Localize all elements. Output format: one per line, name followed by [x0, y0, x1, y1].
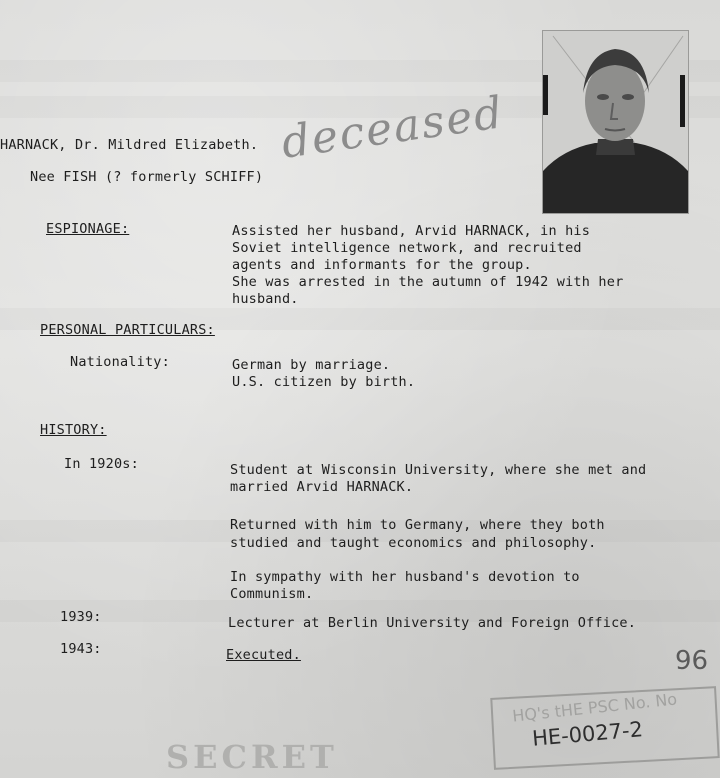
history-line: studied and taught economics and philosophy. [230, 535, 597, 551]
history-date: 1939: [60, 609, 102, 625]
portrait-photo-icon [542, 30, 689, 214]
history-heading: HISTORY: [40, 422, 107, 438]
espionage-line: Assisted her husband, Arvid HARNACK, in his [232, 223, 591, 239]
classification-stamp: SECRET [166, 738, 338, 776]
espionage-heading: ESPIONAGE: [46, 221, 130, 237]
personal-particulars-heading: PERSONAL PARTICULARS: [40, 322, 215, 338]
nationality-label: Nationality: [70, 354, 170, 370]
history-line: married Arvid HARNACK. [230, 479, 414, 495]
history-line: Returned with him to Germany, where they both [230, 517, 605, 533]
espionage-line: She was arrested in the autumn of 1942 with her [232, 274, 624, 290]
nationality-value: U.S. citizen by birth. [232, 374, 416, 390]
subject-name: HARNACK, Dr. Mildred Elizabeth. [0, 137, 259, 153]
espionage-line: agents and informants for the group. [232, 257, 532, 273]
espionage-line: Soviet intelligence network, and recruited [232, 240, 582, 256]
espionage-line: husband. [232, 291, 299, 307]
margin-number: 96 [675, 646, 709, 676]
history-line: In sympathy with her husband's devotion to [230, 569, 580, 585]
history-line: Communism. [230, 586, 314, 602]
stamp-file-number: HE-0027-2 [531, 717, 644, 751]
history-date: In 1920s: [64, 456, 139, 472]
history-date: 1943: [60, 641, 102, 657]
history-line: Executed. [226, 647, 301, 663]
history-line: Lecturer at Berlin University and Foreign Office. [228, 615, 637, 631]
handwritten-deceased: deceased [278, 87, 508, 169]
stamp-line: HQ's tHE PSC No. No [511, 689, 678, 726]
history-line: Student at Wisconsin University, where she met and [230, 462, 647, 478]
maiden-name: Nee FISH (? formerly SCHIFF) [30, 169, 264, 185]
nationality-value: German by marriage. [232, 357, 391, 373]
